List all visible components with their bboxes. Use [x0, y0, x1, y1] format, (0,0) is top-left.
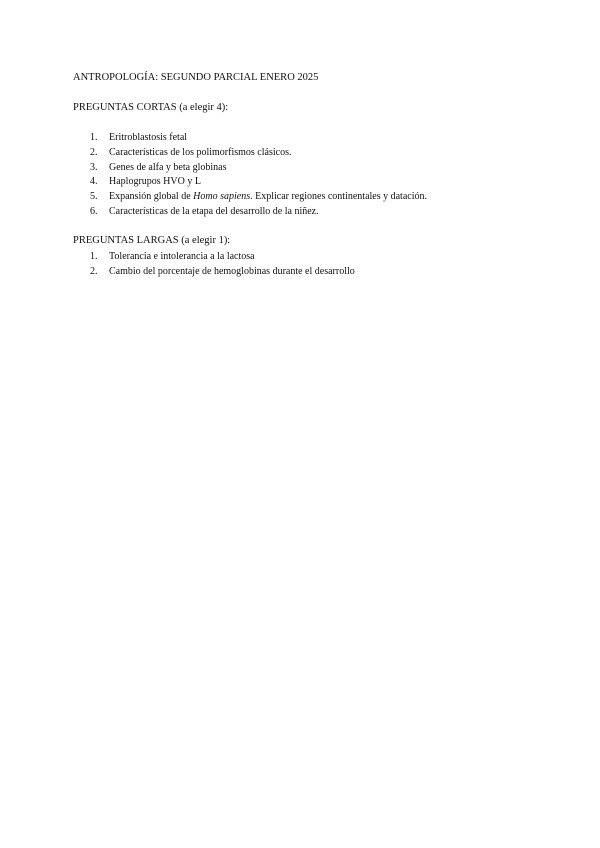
document-title: ANTROPOLOGÍA: SEGUNDO PARCIAL ENERO 2025 [73, 72, 319, 83]
item-text-before: Expansión global de [109, 191, 194, 203]
item-number: 3. [90, 161, 98, 173]
item-number: 4. [90, 176, 98, 188]
item-text: Genes de alfa y beta globinas [109, 161, 227, 173]
item-number: 2. [90, 146, 98, 158]
item-text: Haplogrupos HVO y L [109, 176, 201, 188]
item-text-after: . Explicar regiones continentales y datación. [250, 191, 427, 203]
item-number: 6. [90, 205, 98, 217]
item-number: 1. [90, 132, 98, 143]
item-text: Eritroblastosis fetal [109, 132, 188, 143]
item-text-italic: Homo sapiens [193, 191, 251, 203]
item-text: Tolerancia e intolerancia a la lactosa [109, 251, 255, 262]
item-number: 5. [90, 191, 98, 203]
long-questions-heading: PREGUNTAS LARGAS (a elegir 1): [73, 235, 231, 246]
item-number: 2. [90, 265, 98, 277]
item-text: Características de la etapa del desarrollo de la niñez. [109, 205, 319, 217]
short-questions-heading: PREGUNTAS CORTAS (a elegir 4): [73, 102, 229, 113]
item-text: Cambio del porcentaje de hemoglobinas durante el desarrollo [109, 265, 355, 277]
item-text [109, 190, 427, 205]
item-text: Características de los polimorfismos clásicos. [109, 146, 292, 158]
item-number: 1. [90, 251, 98, 262]
